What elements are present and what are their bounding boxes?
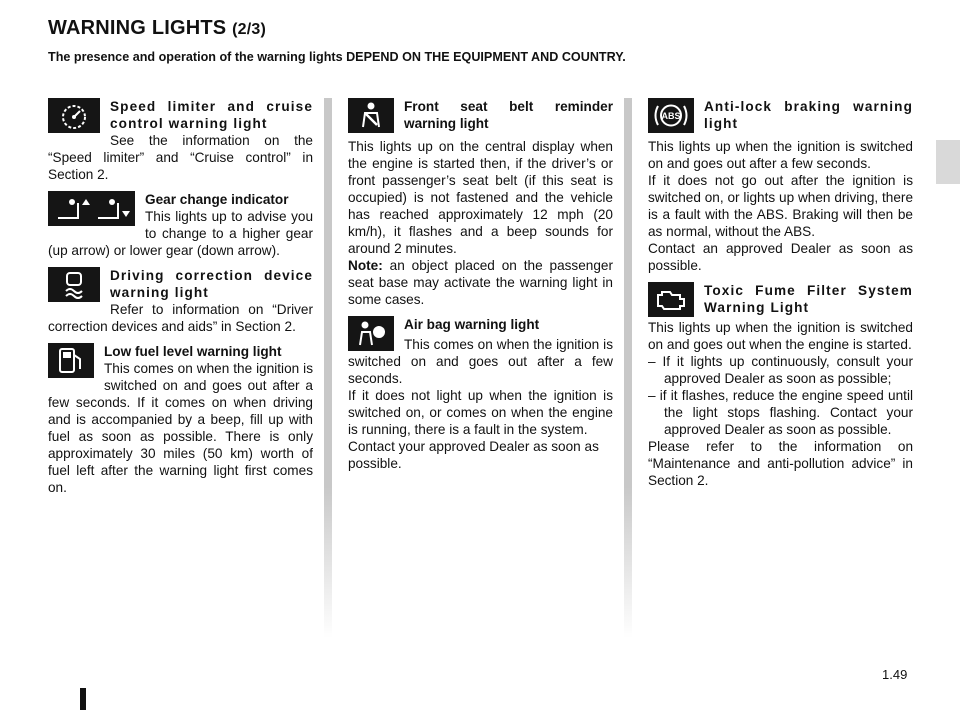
page-number: 1.49	[882, 667, 908, 682]
toxic-fume-list	[648, 353, 913, 438]
seat-belt-note-text: an object placed on the passenger seat base may activate the warning light in some cases.	[348, 258, 613, 307]
column-1	[48, 98, 313, 504]
driving-correction-body: Refer to information on “Driver correction devices and aids” in Section 2.	[48, 302, 313, 334]
section-tab	[936, 140, 960, 184]
gear-change-title: Gear change indicator	[145, 192, 289, 207]
seat-belt-entry	[348, 98, 613, 308]
air-bag-body-2: If it does not light up when the ignition is switched on, or comes on when the engine is running, there is a fault in the system.	[348, 388, 613, 437]
page-subtitle: The presence and operation of the warning lights DEPEND ON THE EQUIPMENT AND COUNTRY.	[48, 50, 626, 64]
abs-icon-text: ABS	[661, 111, 681, 121]
engine-icon	[648, 282, 694, 317]
fuel-pump-icon	[48, 343, 94, 378]
column-separator	[624, 98, 632, 638]
toxic-fume-title: Toxic Fume Filter System Warning Light	[704, 283, 913, 315]
column-2	[348, 98, 613, 480]
speed-limiter-body: See the information on the “Speed limiter” and “Cruise control” in Section 2.	[48, 133, 313, 182]
driving-correction-entry	[48, 267, 313, 335]
low-fuel-entry	[48, 343, 313, 496]
title-page-indicator: (2/3)	[232, 21, 267, 38]
column-3	[648, 98, 913, 497]
seat-belt-note-label: Note:	[348, 258, 383, 273]
speed-limiter-entry	[48, 98, 313, 183]
seat-belt-icon	[348, 98, 394, 133]
air-bag-body-3: Contact your approved Dealer as soon as possible.	[348, 439, 599, 471]
abs-body-2: If it does not go out after the ignition is switched on, or lights up when driving, there is a fault with the ABS. Braking will then be as normal, without the ABS.	[648, 173, 913, 239]
airbag-icon	[348, 316, 394, 351]
footer-bar	[80, 688, 86, 710]
seat-belt-note	[348, 257, 613, 308]
toxic-fume-list-item: – If it lights up continuously, consult your approved Dealer as soon as possible;	[648, 354, 913, 386]
title-text: WARNING LIGHTS	[48, 17, 227, 39]
gear-shift-icon	[48, 191, 135, 226]
seat-belt-title: Front seat belt reminder warning light	[404, 99, 613, 131]
abs-title: Anti-lock braking warning light	[704, 99, 913, 131]
abs-entry	[648, 98, 913, 274]
toxic-fume-body-1: This lights up when the ignition is switched on and goes out when the engine is started.	[648, 320, 913, 352]
air-bag-title: Air bag warning light	[404, 317, 540, 332]
gear-change-entry	[48, 191, 313, 259]
speedometer-icon	[48, 98, 100, 133]
abs-body-1: This lights up when the ignition is switched on and goes out after a few seconds.	[648, 139, 913, 171]
column-separator	[324, 98, 332, 638]
toxic-fume-body-2: Please refer to the information on “Maintenance and anti-pollution advice” in Section 2.	[648, 439, 913, 488]
air-bag-body-1: This comes on when the ignition is switched on and goes out after a few seconds.	[348, 337, 613, 386]
page-title	[48, 17, 266, 40]
low-fuel-body: This comes on when the ignition is switched on and goes out after a few seconds. If it comes on when driving and is accompanied by a beep, fill up with fuel as soon as possible. There is only approximately 30 miles (50 km) worth of fuel left after the warning light first comes on.	[48, 361, 313, 495]
toxic-fume-list-item: – if it flashes, reduce the engine speed until the light stops flashing. Contact your approved Dealer as soon as possible.	[648, 388, 913, 437]
speed-limiter-title: Speed limiter and cruise control warning light	[110, 99, 313, 131]
driving-correction-title: Driving correction device warning light	[110, 268, 313, 300]
abs-body-3: Contact an approved Dealer as soon as possible.	[648, 241, 913, 273]
skidding-car-icon	[48, 267, 100, 302]
seat-belt-body: This lights up on the central display when the engine is started then, if the driver’s or front passenger’s seat belt (if this seat is occupied) is not fastened and the vehicle has reached approximately 12 mph (20 km/h), it flashes and a beep sounds for around 2 minutes.	[348, 139, 613, 256]
low-fuel-title: Low fuel level warning light	[104, 344, 282, 359]
abs-icon	[648, 98, 694, 133]
air-bag-entry	[348, 316, 613, 472]
toxic-fume-entry	[648, 282, 913, 489]
gear-change-body: This lights up to advise you to change to a higher gear (up arrow) or lower gear (down arrow).	[48, 209, 313, 258]
